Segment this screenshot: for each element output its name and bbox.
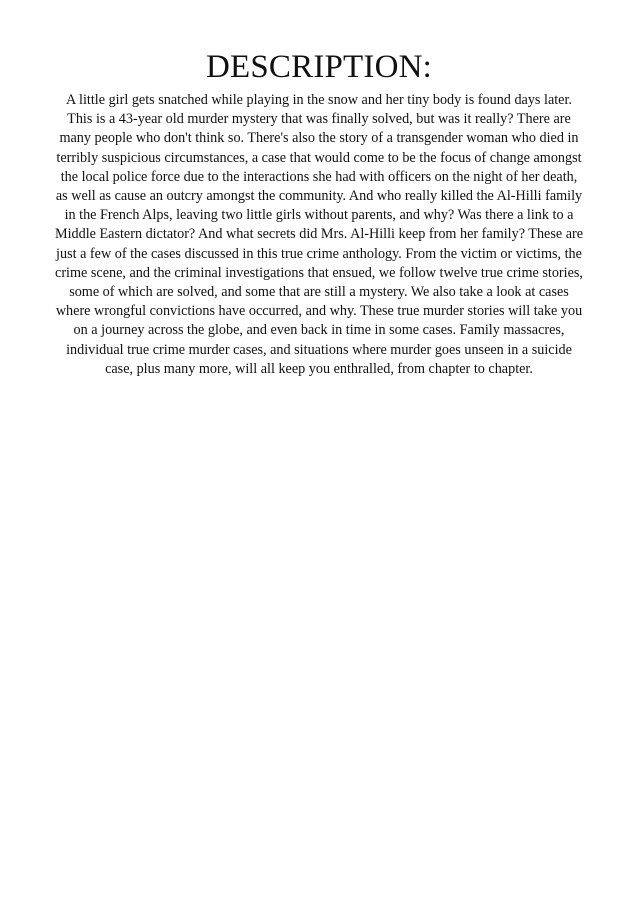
paragraph-line: where wrongful convictions have occurred, and why. These true murder stories will take you: [55, 303, 583, 320]
paragraph-line: as well as cause an outcry amongst the community. And who really killed the Al-Hilli family: [55, 188, 583, 205]
description-paragraph: [34, 91, 604, 379]
paragraph-line: crime scene, and the criminal investigations that ensued, we follow twelve true crime stories,: [55, 264, 583, 281]
paragraph-line: This is a 43-year old murder mystery that was finally solved, but was it really? There are: [67, 111, 571, 128]
paragraph-line: on a journey across the globe, and even back in time in some cases. Family massacres,: [73, 322, 565, 339]
paragraph-line: the local police force due to the interactions she had with officers on the night of her death,: [60, 168, 578, 185]
paragraph-line: some of which are solved, and some that are still a mystery. We also take a look at cases: [69, 284, 569, 301]
paragraph-line: just a few of the cases discussed in this true crime anthology. From the victim or victims, the: [56, 245, 582, 262]
paragraph-line: individual true crime murder cases, and situations where murder goes unseen in a suicide: [66, 341, 572, 358]
paragraph-line: in the French Alps, leaving two little girls without parents, and why? Was there a link to a: [64, 207, 574, 224]
paragraph-line: terribly suspicious circumstances, a case that would come to be the focus of change amongst: [56, 149, 582, 166]
paragraph-line: Middle Eastern dictator? And what secrets did Mrs. Al-Hilli keep from her family? These are: [54, 226, 584, 243]
page-title: DESCRIPTION:: [205, 49, 433, 85]
paragraph-line: case, plus many more, will all keep you enthralled, from chapter to chapter.: [105, 360, 533, 377]
paragraph-line: A little girl gets snatched while playing in the snow and her tiny body is found days later.: [66, 92, 572, 108]
paragraph-line: many people who don't think so. There's also the story of a transgender woman who died in: [59, 130, 579, 147]
